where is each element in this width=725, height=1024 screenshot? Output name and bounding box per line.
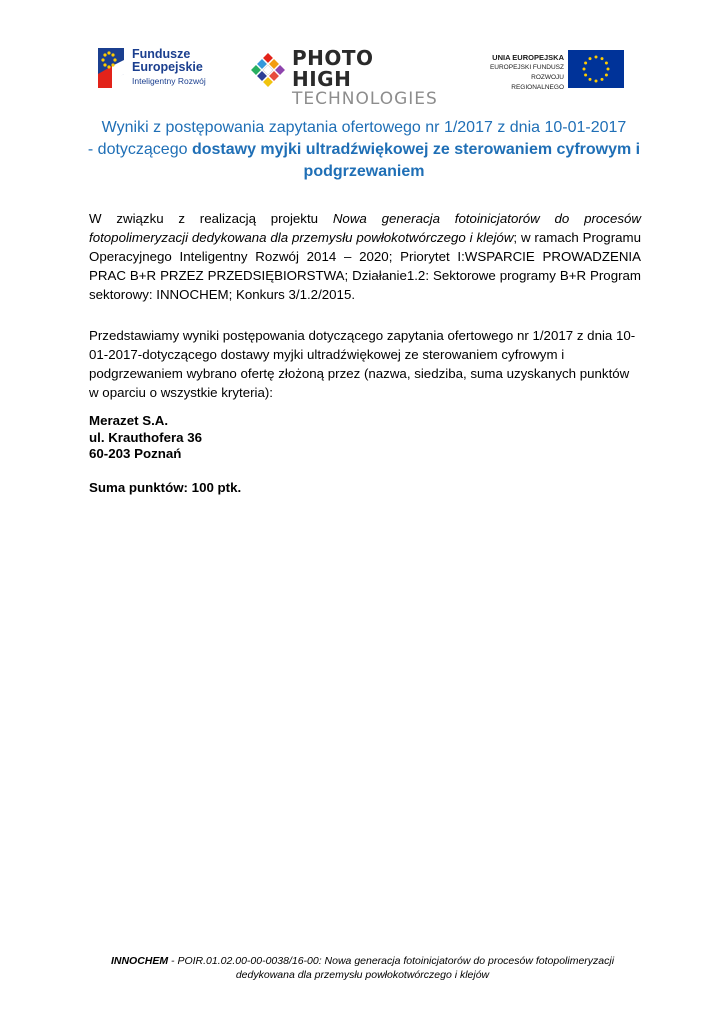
winner-street: ul. Krauthofera 36 — [89, 429, 203, 445]
results-paragraph: Przedstawiamy wyniki postępowania dotyczącego zapytania ofertowego nr 1/2017 z dnia 10-01-2017-dotyczącego dostawy myjki ultradźwiękowej ze sterowaniem cyfrowym i podgrzewaniem wybrano ofertę złożoną przez (nazwa, siedziba, suma uzyskanych punktów w oparciu o wszystkie kryteria): — [89, 328, 636, 400]
fe-logo-line2: Europejskie — [132, 60, 203, 74]
project-paragraph — [89, 209, 641, 304]
footer-program: INNOCHEM — [110, 955, 169, 967]
title-line1: Wyniki z postępowania zapytania ofertowego nr 1/2017 z dnia 10-01-2017 — [101, 119, 627, 136]
photo-high-technologies-logo — [250, 46, 440, 109]
header-logos — [92, 42, 632, 109]
fe-logo-line1: Fundusze — [132, 47, 191, 61]
title-line2-bold: dostawy myjki ultradźwiękowej ze sterowaniem cyfrowym i podgrzewaniem — [191, 141, 641, 180]
eu-logo-line1: UNIA EUROPEJSKA — [492, 53, 564, 62]
photo-high-technologies-icon — [250, 52, 286, 88]
winner-name: Merazet S.A. — [89, 413, 169, 428]
project-name: Nowa generacja fotoinicjatorów do procesów fotopolimeryzacji dedykowana dla przemysłu powłokotwórczego i klejów — [89, 211, 642, 245]
fe-logo-line3: Inteligentny Rozwój — [132, 76, 206, 86]
eu-logo-line3: ROZWOJU REGIONALNEGO — [511, 74, 564, 91]
eu-flag-icon — [568, 50, 624, 88]
project-paragraph-details: ; w ramach Programu Operacyjnego Inteligentny Rozwój 2014 – 2020; Priorytet I:WSPARCIE PROWADZENIA PRAC B+R PRZEZ PRZEDSIĘBIORSTWA; Działanie1.2: Sektorowe programy B+R Program sektorowy: INNOCHEM; Konkurs 3/1.2/2015. — [89, 230, 641, 302]
project-paragraph-intro: W związku z realizacją projektu — [89, 211, 333, 226]
footer-line1: - POIR.01.02.00-00-0038/16-00: Nowa generacja fotoinicjatorów do procesów fotopolimeryzacji — [168, 955, 615, 967]
document-title — [84, 117, 644, 183]
ph-logo-line1: PHOTO HIGH — [292, 46, 374, 91]
winner-city: 60-203 Poznań — [89, 446, 182, 461]
winner-address — [89, 413, 202, 463]
ph-logo-line2: TECHNOLOGIES — [292, 89, 438, 109]
footer — [100, 954, 625, 982]
title-line2-prefix: - dotyczącego — [87, 141, 192, 158]
footer-line2: dedykowana dla przemysłu powłokotwórczego i klejów — [235, 969, 490, 981]
eu-logo-line2: EUROPEJSKI FUNDUSZ — [489, 64, 564, 71]
points-total: Suma punktów: 100 ptk. — [89, 480, 242, 495]
fundusze-europejskie-logo — [96, 44, 226, 90]
eu-logo — [480, 50, 628, 90]
fundusze-europejskie-icon — [96, 44, 126, 90]
